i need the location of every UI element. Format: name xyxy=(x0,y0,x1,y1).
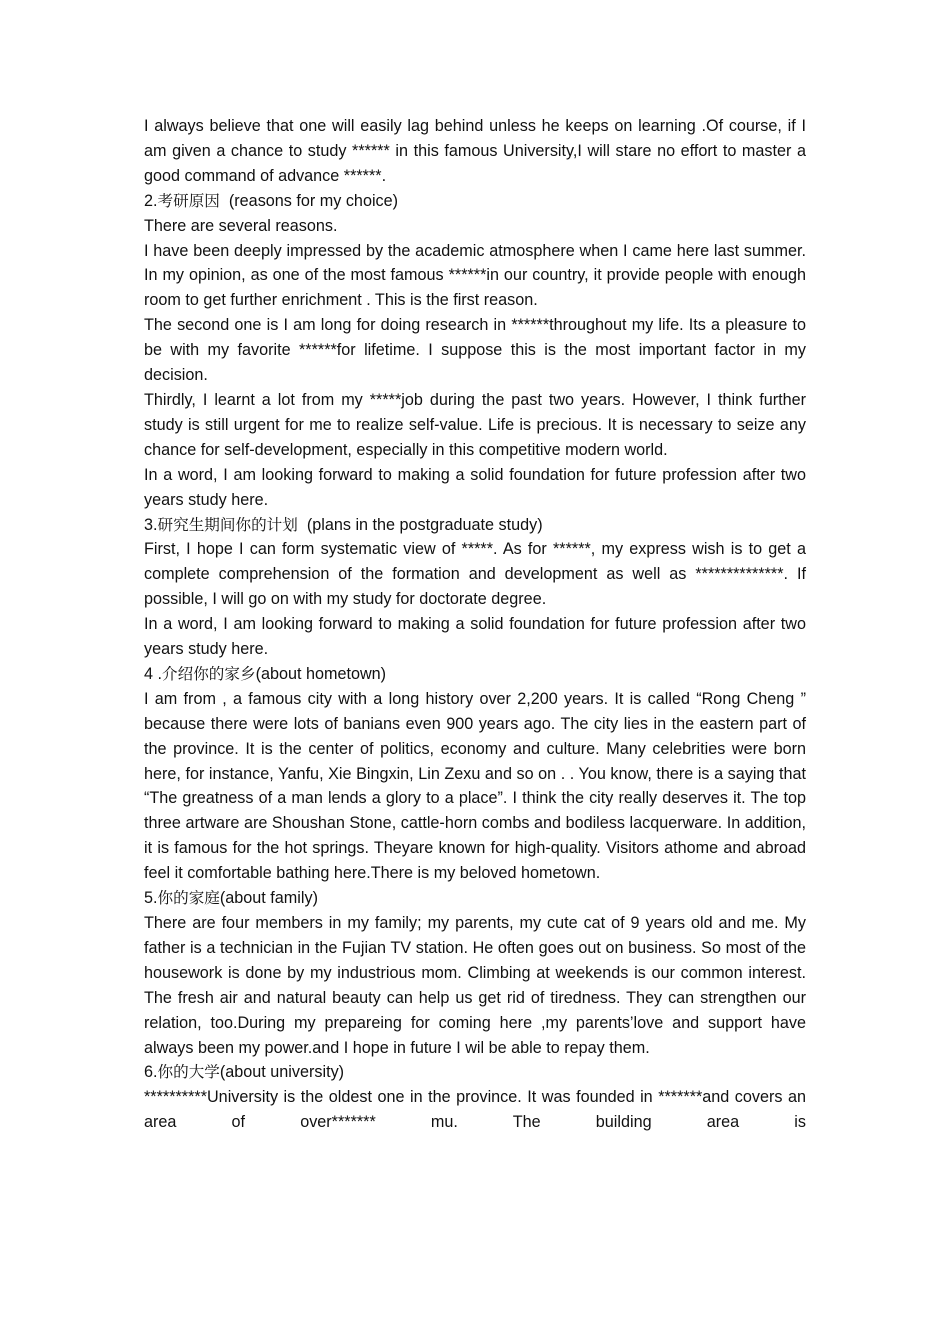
heading-chinese: 考研原因 xyxy=(157,191,220,210)
heading-number: 5. xyxy=(144,889,158,908)
heading-chinese: 你的大学 xyxy=(157,1063,220,1082)
paragraph: In a word, I am looking forward to making a solid foundation for future profession after two years study here. xyxy=(144,615,806,659)
heading-english: (reasons for my choice) xyxy=(219,191,399,210)
heading-chinese: 研究生期间你的计划 xyxy=(157,515,298,534)
paragraph: Thirdly, I learnt a lot from my *****job during the past two years. However, I think further study is still urgent for me to realize self-value. Life is precious. It is necessary to seize any chance for self-development, especially in this competitive modern world. xyxy=(144,390,806,459)
paragraph: **********University is the oldest one in the province. It was founded in *******and covers an area of over******* mu. The building area is xyxy=(144,1088,806,1132)
paragraph: I am from , a famous city with a long history over 2,200 years. It is called “Rong Cheng ” because there were lots of banians even 900 years ago. The city lies in the eastern part of the province. It is the center of politics, economy and culture. Many celebrities were born here, for instance, Yanfu, Xie Bingxin, Lin Zexu and so on . . You know, there is a saying that “The greatness of a man lends a glory to a place”. I think the city really deserves it. The top three artware are Shoushan Stone, cattle-horn combs and bodiless lacquerware. In addition, it is famous for the hot springs. Theyare known for high-quality. Visitors athome and abroad feel it comfortable bathing here.There is my beloved hometown. xyxy=(144,689,806,883)
heading-chinese: 介绍你的家乡 xyxy=(162,664,256,683)
paragraph: There are four members in my family; my parents, my cute cat of 9 years old and me. My father is a technician in the Fujian TV station. He often goes out on business. So most of the housework is done by my industrious mom. Climbing at weekends is our common interest. The fresh air and natural beauty can help us get rid of tiredness. They can strengthen our relation, too.During my prepareing for coming here ,my parents’love and support have always been my power.and I hope in future I wil be able to repay them. xyxy=(144,914,806,1057)
document-page xyxy=(144,114,806,1135)
paragraph: I have been deeply impressed by the academic atmosphere when I came here last summer. In my opinion, as one of the most famous ******in our country, it provide people with enough room to get further enrichment . This is the first reason. xyxy=(144,241,806,310)
paragraph: There are several reasons. xyxy=(144,216,338,235)
paragraph: First, I hope I can form systematic view of *****. As for ******, my express wish is to get a complete comprehension of the formation and development as well as **************. If possible, I will go on with my study for doctorate degree. xyxy=(144,540,806,609)
heading-english: (about family) xyxy=(219,889,318,908)
heading-english: (plans in the postgraduate study) xyxy=(297,515,543,534)
section-heading-university xyxy=(144,1060,806,1085)
paragraph: In a word, I am looking forward to making a solid foundation for future profession after two years study here. xyxy=(144,465,806,509)
section-heading-reasons xyxy=(144,189,806,214)
heading-english: (about university) xyxy=(219,1063,345,1082)
paragraph: The second one is I am long for doing research in ******throughout my life. Its a pleasure to be with my favorite ******for lifetime. I suppose this is the most important factor in my decision. xyxy=(144,316,806,385)
heading-number: 6. xyxy=(144,1063,158,1082)
heading-chinese: 你的家庭 xyxy=(157,889,220,908)
heading-number: 2. xyxy=(144,191,158,210)
intro-paragraph: I always believe that one will easily lag behind unless he keeps on learning .Of course, if I am given a chance to study ****** in this famous University,I will stare no effort to master a good command of advance ******. xyxy=(144,117,806,185)
heading-number: 3. xyxy=(144,515,158,534)
heading-number: 4 . xyxy=(144,664,162,683)
section-heading-plans xyxy=(144,513,806,538)
heading-english: (about hometown) xyxy=(255,664,387,683)
section-heading-family xyxy=(144,886,806,911)
section-heading-hometown xyxy=(144,662,806,687)
